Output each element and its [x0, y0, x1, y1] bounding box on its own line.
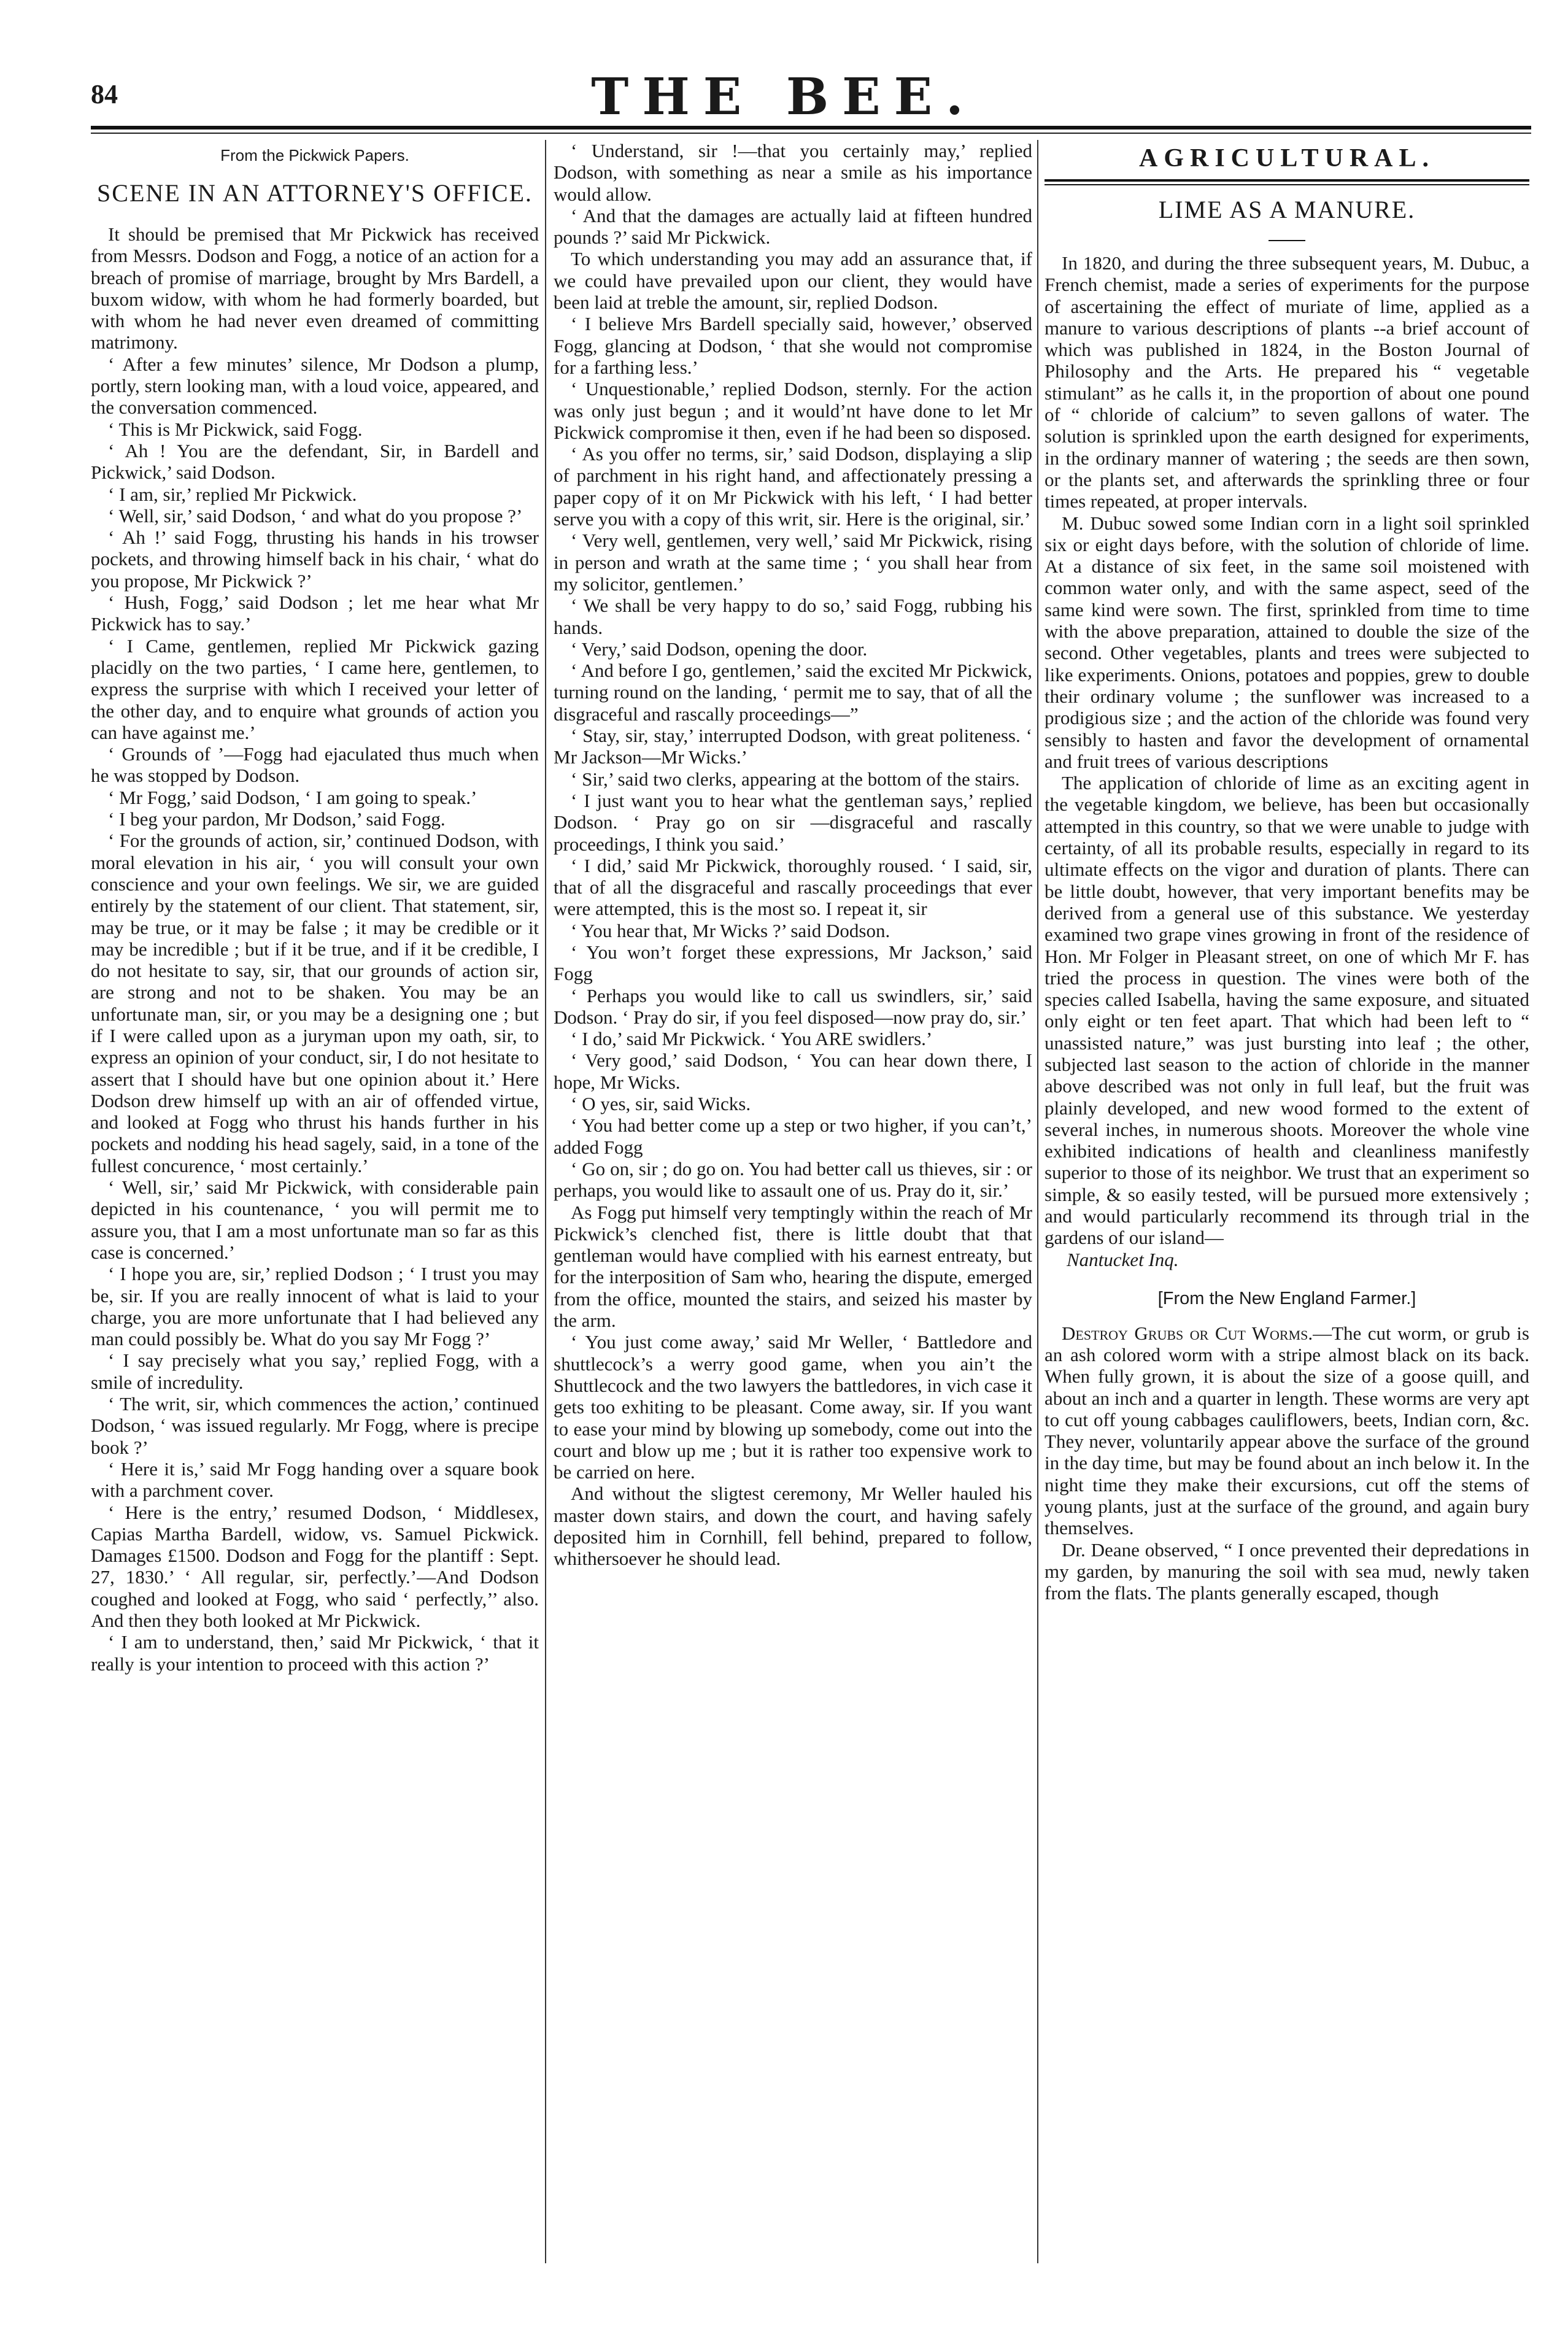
article-paragraph: As Fogg put himself very temptingly within the reach of Mr Pickwick’s clenched fist, there is little doubt that that gentleman would have complied with his earnest entreaty, but for the interposition of Sam who, hearing the dispute, emerged from the office, mounted the stairs, and seized his master by the arm.: [554, 1201, 1032, 1332]
column-3: [1045, 140, 1529, 1604]
article-paragraph: M. Dubuc sowed some Indian corn in a light soil sprinkled six or eight days before, with the solution of chloride of lime. At a distance of six feet, in the same soil moistened with common water only, and with the same aspect, seed of the same kind were sown. The first, sprinkled from time to time with the above preparation, attained to double the size of the second. Other vegetables, plants and trees were subjected to like experiments. Onions, potatoes and poppies, grew to double their ordinary volume ; the sunflower was increased to a prodigious size ; and the action of the chloride was found very sensibly to hasten and favor the development of ornamental and fruit trees of various descriptions: [1045, 512, 1529, 772]
article-paragraph: ‘ Well, sir,’ said Dodson, ‘ and what do you propose ?’: [108, 504, 523, 527]
article-paragraph: ‘ Here it is,’ said Mr Fogg handing over a square book with a parchment cover.: [91, 1458, 539, 1502]
article-paragraph: ‘ The writ, sir, which commences the action,’ continued Dodson, ‘ was issued regularly. Mr Fogg, where is precipe book ?’: [91, 1393, 539, 1458]
paragraph-text: —The cut worm, or grub is an ash colored worm with a stripe almost black on its back. When fully grown, it is about the size of a goose quill, and about an inch and a quarter in length. These worms are very apt to cut off young cabbages cauliflowers, beets, Indian corn, &c. They never, voluntarily appear above the surface of the ground in the day time, but may be found about an inch below it. In the night time they make their excursions, cut off the stems of young plants, just at the surface of the ground, and again bury themselves.: [1045, 1322, 1529, 1539]
article-paragraph: ‘ Unquestionable,’ replied Dodson, sternly. For the action was only just begun ; and it would’nt have done to let Mr Pickwick compromise it then, even if he had been so disposed.: [554, 378, 1032, 443]
article-source: [From the New England Farmer.]: [1157, 1288, 1416, 1308]
article-paragraph: ‘ You won’t forget these expressions, Mr Jackson,’ said Fogg: [554, 941, 1032, 985]
article-paragraph: ‘ And that the damages are actually laid at fifteen hundred pounds ?’ said Mr Pickwick.: [554, 204, 1032, 249]
article-paragraph: ‘ I did,’ said Mr Pickwick, thoroughly roused. ‘ I said, sir, that of all the disgraceful and rascally proceedings that ever were attempted, this is the most so. I repeat it, sir: [554, 854, 1032, 920]
article-paragraph: ‘ Very well, gentlemen, very well,’ said Mr Pickwick, rising in person and wrath at the same time ; ‘ you shall hear from my solicitor, gentlemen.’: [554, 530, 1032, 595]
article-paragraph: ‘ As you offer no terms, sir,’ said Dodson, displaying a slip of parchment in his right hand, and affectionately pressing a paper copy of it on Mr Pickwick with his left, ‘ I had better serve you with a copy of this writ, sir. Here is the original, sir.’: [554, 443, 1032, 530]
article-paragraph: ‘ Stay, sir, stay,’ interrupted Dodson, with great politeness. ‘ Mr Jackson—Mr Wicks.’: [554, 725, 1032, 768]
article-paragraph: ‘ Understand, sir !—that you certainly may,’ replied Dodson, with something as near a smile as his importance would allow.: [554, 140, 1032, 205]
article-paragraph: ‘ Very,’ said Dodson, opening the door.: [571, 638, 868, 660]
article-paragraph: ‘ I say precisely what you say,’ replied Fogg, with a smile of incredulity.: [91, 1349, 539, 1393]
column-divider: [1037, 140, 1038, 2263]
article-paragraph: And without the sligtest ceremony, Mr Weller hauled his master down stairs, and down the court, and having safely deposited him in Cornhill, fell behind, prepared to follow, whithersoever he should lead.: [554, 1483, 1032, 1570]
section-rule-thin: [1045, 184, 1529, 185]
article-paragraph: ‘ You just come away,’ said Mr Weller, ‘ Battledore and shuttlecock’s a werry good game, when you ain’t the Shuttlecock and the two lawyers the battledores, in vich case it gets too exhiting to be pleasant. Come away, sir. If you want to ease your mind by blowing up somebody, come out into the court and blow up me ; but it is rather too expensive work to be carried on here.: [554, 1331, 1032, 1483]
article-paragraph: ‘ We shall be very happy to do so,’ said Fogg, rubbing his hands.: [554, 595, 1032, 638]
article-paragraph: ‘ I am to understand, then,’ said Mr Pickwick, ‘ that it really is your intention to proceed with this action ?’: [91, 1631, 539, 1675]
article-paragraph: It should be premised that Mr Pickwick has received from Messrs. Dodson and Fogg, a notice of an action for a breach of promise of marriage, brought by Mrs Bardell, a buxom widow, with whom he had formerly boarded, but with whom he had never even dreamed of committing matrimony.: [91, 223, 539, 353]
article-paragraph: ‘ I Came, gentlemen, replied Mr Pickwick gazing placidly on the two parties, ‘ I came here, gentlemen, to express the surprise with which I received your letter of the other day, and to enquire what grounds of action you can have against me.’: [91, 635, 539, 743]
article-paragraph: ‘ Hush, Fogg,’ said Dodson ; let me hear what Mr Pickwick has to say.’: [91, 592, 539, 635]
masthead-rule-thin: [91, 133, 1531, 134]
article-paragraph: ‘ Grounds of ’—Fogg had ejaculated thus much when he was stopped by Dodson.: [91, 743, 539, 787]
article-paragraph: ‘ I do,’ said Mr Pickwick. ‘ You ARE swidlers.’: [571, 1028, 933, 1050]
article-paragraph: ‘ You had better come up a step or two higher, if you can’t,’ added Fogg: [554, 1114, 1032, 1158]
article-paragraph: ‘ Go on, sir ; do go on. You had better call us thieves, sir : or perhaps, you would like to assault one of us. Pray do it, sir.’: [554, 1157, 1032, 1202]
article-paragraph: ‘ Here is the entry,’ resumed Dodson, ‘ Middlesex, Capias Martha Bardell, widow, vs. Samuel Pickwick. Damages £1500. Dodson and Fogg for the plantiff : Sept. 27, 1830.’ ‘ All regular, sir, perfectly.’—And Dodson coughed and looked at Fogg, who said ‘ perfectly,’’ also. And then they both looked at Mr Pickwick.: [91, 1501, 539, 1631]
article-paragraph: ‘ You hear that, Mr Wicks ?’ said Dodson.: [571, 919, 890, 941]
section-title: AGRICULTURAL.: [1138, 144, 1435, 172]
article-paragraph: ‘ I beg your pardon, Mr Dodson,’ said Fogg.: [108, 808, 446, 830]
article-paragraph: ‘ After a few minutes’ silence, Mr Dodson a plump, portly, stern looking man, with a loud voice, appeared, and the conversation commenced.: [91, 353, 539, 419]
article-paragraph: [1045, 1322, 1529, 1539]
column-1: [91, 140, 539, 1675]
article-paragraph: ‘ This is Mr Pickwick, said Fogg.: [108, 418, 363, 440]
article-paragraph: ‘ Ah !’ said Fogg, thrusting his hands in his trowser pockets, and throwing himself back in his chair, ‘ what do you propose, Mr Pickwick ?’: [91, 527, 539, 592]
article-paragraph: ‘ Ah ! You are the defendant, Sir, in Bardell and Pickwick,’ said Dodson.: [91, 439, 539, 484]
article-paragraph: ‘ Well, sir,’ said Mr Pickwick, with considerable pain depicted in his countenance, ‘ you will permit me to assure you, that I am a most unfortunate man so far as this case is concerned.’: [91, 1176, 539, 1263]
masthead-title: THE BEE.: [591, 68, 977, 126]
article-paragraph: In 1820, and during the three subsequent years, M. Dubuc, a French chemist, made a series of experiments for the purpose of ascertaining the effect of muriate of lime, applied as a manure to various descriptions of plants --a brief account of which was published in 1824, in the Boston Journal of Philosophy and the Arts. He prepared his “ vegetable stimulant” as he calls it, in the proportion of about one pound of “ chloride of calcium” to seven gallons of water. The solution is sprinkled upon the earth designed for experiments, in the ordinary manner of watering ; the seeds are then sown, or the plants set, and afterwards the sprinkling three or four times repeated, at proper intervals.: [1045, 252, 1529, 512]
headline-rule: [1269, 240, 1305, 241]
article-paragraph: The application of chloride of lime as an exciting agent in the vegetable kingdom, we believe, has been but occasionally attempted in this country, so that we were unable to judge with certainty, of all its probable results, especially in regard to its ultimate effects on the vigor and duration of plants. There can be little doubt, however, that very important benefits may be derived from a general use of this substance. We yesterday examined two grape vines growing in front of the residence of Hon. Mr Folger in Pleasant street, on one of which Mr F. has tried the process in question. The vines were both of the species called Isabella, having the same exposure, and situated only eight or ten feet apart. That which had been left to “ unassisted nature,” was just bursting into leaf ; the other, subjected last season to the action of chloride in the manner above described was not only in full leaf, but the fruit was plainly developed, and new wood formed to the extent of several inches, in numerous shoots. Moreover the whole vine exhibited indications of health and cleanliness manifestly superior to those of its neighbor. We trust that an experiment so simple, & so easily tested, will be pursued more extensively ; and would particularly recommend its through trial in the gardens of our island—: [1045, 772, 1529, 1249]
article-paragraph: ‘ I hope you are, sir,’ replied Dodson ; ‘ I trust you may be, sir. If you are really innocent of what is laid to your charge, you are more unfortunate that I had believed any man could possibly be. What do you say Mr Fogg ?’: [91, 1263, 539, 1350]
page-number: 84: [91, 79, 118, 109]
article-headline: LIME AS A MANURE.: [1158, 196, 1416, 223]
article-paragraph: ‘ I am, sir,’ replied Mr Pickwick.: [108, 483, 357, 505]
article-paragraph: ‘ And before I go, gentlemen,’ said the excited Mr Pickwick, turning round on the landing, ‘ permit me to say, that of all the disgraceful and rascally proceedings—”: [554, 660, 1032, 725]
article-paragraph: Dr. Deane observed, “ I once prevented their depredations in my garden, by manuring the soil with sea mud, newly taken from the flats. The plants generally escaped, though: [1045, 1539, 1529, 1604]
article-credit: Nantucket Inq.: [1067, 1248, 1179, 1270]
article-body-continued: [554, 140, 1032, 1570]
article-body: [1045, 252, 1529, 1249]
section-rule: [1045, 179, 1529, 182]
article-paragraph: To which understanding you may add an assurance that, if we could have prevailed upon our client, they would have been laid at treble the amount, sir, replied Dodson.: [554, 248, 1032, 314]
article-body: [91, 223, 539, 1675]
article-paragraph: ‘ I just want you to hear what the gentleman says,’ replied Dodson. ‘ Pray go on sir —disgraceful and rascally proceedings, I think you said.’: [554, 789, 1032, 855]
article-paragraph: ‘ Sir,’ said two clerks, appearing at the bottom of the stairs.: [571, 768, 1020, 790]
article-paragraph: ‘ O yes, sir, said Wicks.: [571, 1093, 751, 1115]
lead-in: Destroy Grubs or Cut Worms.: [1062, 1322, 1313, 1344]
masthead-rule: [91, 126, 1531, 129]
column-2: [554, 140, 1032, 1570]
article-paragraph: ‘ Very good,’ said Dodson, ‘ You can hear down there, I hope, Mr Wicks.: [554, 1049, 1032, 1093]
column-divider: [545, 140, 546, 2263]
article-paragraph: ‘ For the grounds of action, sir,’ continued Dodson, with moral elevation in his air, ‘ you will consult your own conscience and your own feelings. We sir, we are guided entirely by the statement of our client. That statement, sir, may be true, or it may be false ; it may be credible or it may be incredible ; but if it be true, and if it be credible, I do not hesitate to say, sir, that our grounds of action sir, are strong and not to be shaken. You may be an unfortunate man, sir, or you may be a designing one ; but if I were called upon as a juryman upon my oath, sir, to express an opinion of your conduct, sir, I do not hesitate to assert that I should have but one opinion about it.’ Here Dodson drew himself up with an air of offended virtue, and looked at Fogg who thrust his hands further in his pockets and nodding his head sagely, said, in a tone of the fullest concurence, ‘ most certainly.’: [91, 830, 539, 1176]
article-source: From the Pickwick Papers.: [220, 146, 409, 164]
article-paragraph: ‘ I believe Mrs Bardell specially said, however,’ observed Fogg, glancing at Dodson, ‘ that she would not compromise for a farthing less.’: [554, 313, 1032, 378]
article-paragraph: ‘ Mr Fogg,’ said Dodson, ‘ I am going to speak.’: [108, 786, 477, 808]
article-paragraph: ‘ Perhaps you would like to call us swindlers, sir,’ said Dodson. ‘ Pray do sir, if you feel disposed—now pray do, sir.’: [554, 984, 1032, 1028]
article-headline: SCENE IN AN ATTORNEY'S OFFICE.: [97, 179, 533, 207]
